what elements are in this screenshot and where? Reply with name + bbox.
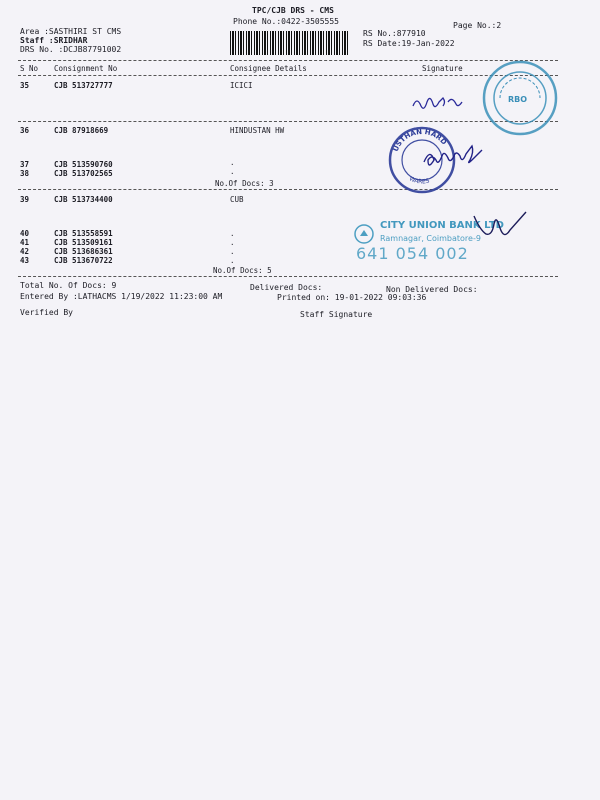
svg-text:CITY UNION BANK LTD: CITY UNION BANK LTD xyxy=(380,220,504,231)
bank-round-stamp xyxy=(470,58,570,138)
phone-number: Phone No.:0422-3505555 xyxy=(233,17,339,26)
svg-text:641 054 002: 641 054 002 xyxy=(356,244,469,263)
row-sno: 40 xyxy=(20,229,30,238)
report-title: TPC/CJB DRS - CMS xyxy=(252,6,334,15)
group-count: No.Of Docs: 3 xyxy=(215,179,274,188)
col-consignment: Consignment No xyxy=(54,64,118,73)
row-consignment: CJB 87918669 xyxy=(54,126,109,135)
group-count: No.Of Docs: 5 xyxy=(213,266,272,275)
printed-on: Printed on: 19-01-2022 09:03:36 xyxy=(277,293,427,302)
row-consignment: CJB 513727777 xyxy=(54,81,113,90)
signature-icici xyxy=(410,92,470,112)
staff-signature-label: Staff Signature xyxy=(300,310,373,319)
row-consignment: CJB 513670722 xyxy=(54,256,113,265)
row-sno: 42 xyxy=(20,247,30,256)
page-number: Page No.:2 xyxy=(453,21,502,30)
row-sno: 37 xyxy=(20,160,30,169)
entered-by: Entered By :LATHACMS 1/19/2022 11:23:00 AM xyxy=(20,292,223,301)
row-sno: 39 xyxy=(20,195,30,204)
col-sno: S No xyxy=(20,64,39,73)
row-consignment: CJB 513734400 xyxy=(54,195,113,204)
row-sno: 41 xyxy=(20,238,30,247)
svg-text:Ramnagar, Coimbatore-9: Ramnagar, Coimbatore-9 xyxy=(380,234,481,243)
col-signature: Signature xyxy=(422,64,463,73)
divider xyxy=(18,189,558,190)
row-consignment: CJB 513558591 xyxy=(54,229,113,238)
row-consignment: CJB 513702565 xyxy=(54,169,113,178)
row-sno: 36 xyxy=(20,126,30,135)
row-consignee: . xyxy=(230,229,235,238)
svg-text:USTHAN HARD: USTHAN HARD xyxy=(391,127,449,153)
row-consignee: ICICI xyxy=(230,81,253,90)
row-sno: 35 xyxy=(20,81,30,90)
drs-number: DRS No. :DCJB87791002 xyxy=(20,45,122,54)
row-consignment: CJB 513590760 xyxy=(54,160,113,169)
row-consignee: . xyxy=(230,167,235,176)
divider xyxy=(18,276,558,277)
total-docs: Total No. Of Docs: 9 xyxy=(20,281,117,290)
row-consignee: . xyxy=(230,256,235,265)
svg-text:RBO: RBO xyxy=(508,95,528,104)
row-consignee: . xyxy=(230,158,235,167)
row-consignee: CUB xyxy=(230,195,244,204)
rs-date: RS Date:19-Jan-2022 xyxy=(363,39,455,48)
row-consignee: . xyxy=(230,238,235,247)
row-consignee: . xyxy=(230,247,235,256)
row-consignment: CJB 513509161 xyxy=(54,238,113,247)
barcode xyxy=(230,31,348,55)
area-label: Area :SASTHIRI ST CMS xyxy=(20,27,122,36)
delivered-docs: Delivered Docs: xyxy=(250,283,323,292)
row-sno: 38 xyxy=(20,169,30,178)
signature-cub xyxy=(470,208,530,248)
row-consignment: CJB 513686361 xyxy=(54,247,113,256)
col-consignee: Consignee Details xyxy=(230,64,307,73)
row-consignee: HINDUSTAN HW xyxy=(230,126,285,135)
signature-hindustan xyxy=(418,144,498,174)
staff-label: Staff :SRIDHAR xyxy=(20,36,88,45)
svg-text:WARES: WARES xyxy=(408,175,431,186)
rs-number: RS No.:877910 xyxy=(363,29,426,38)
non-delivered-docs: Non Delivered Docs: xyxy=(386,285,478,294)
verified-by: Verified By xyxy=(20,308,73,317)
row-sno: 43 xyxy=(20,256,30,265)
